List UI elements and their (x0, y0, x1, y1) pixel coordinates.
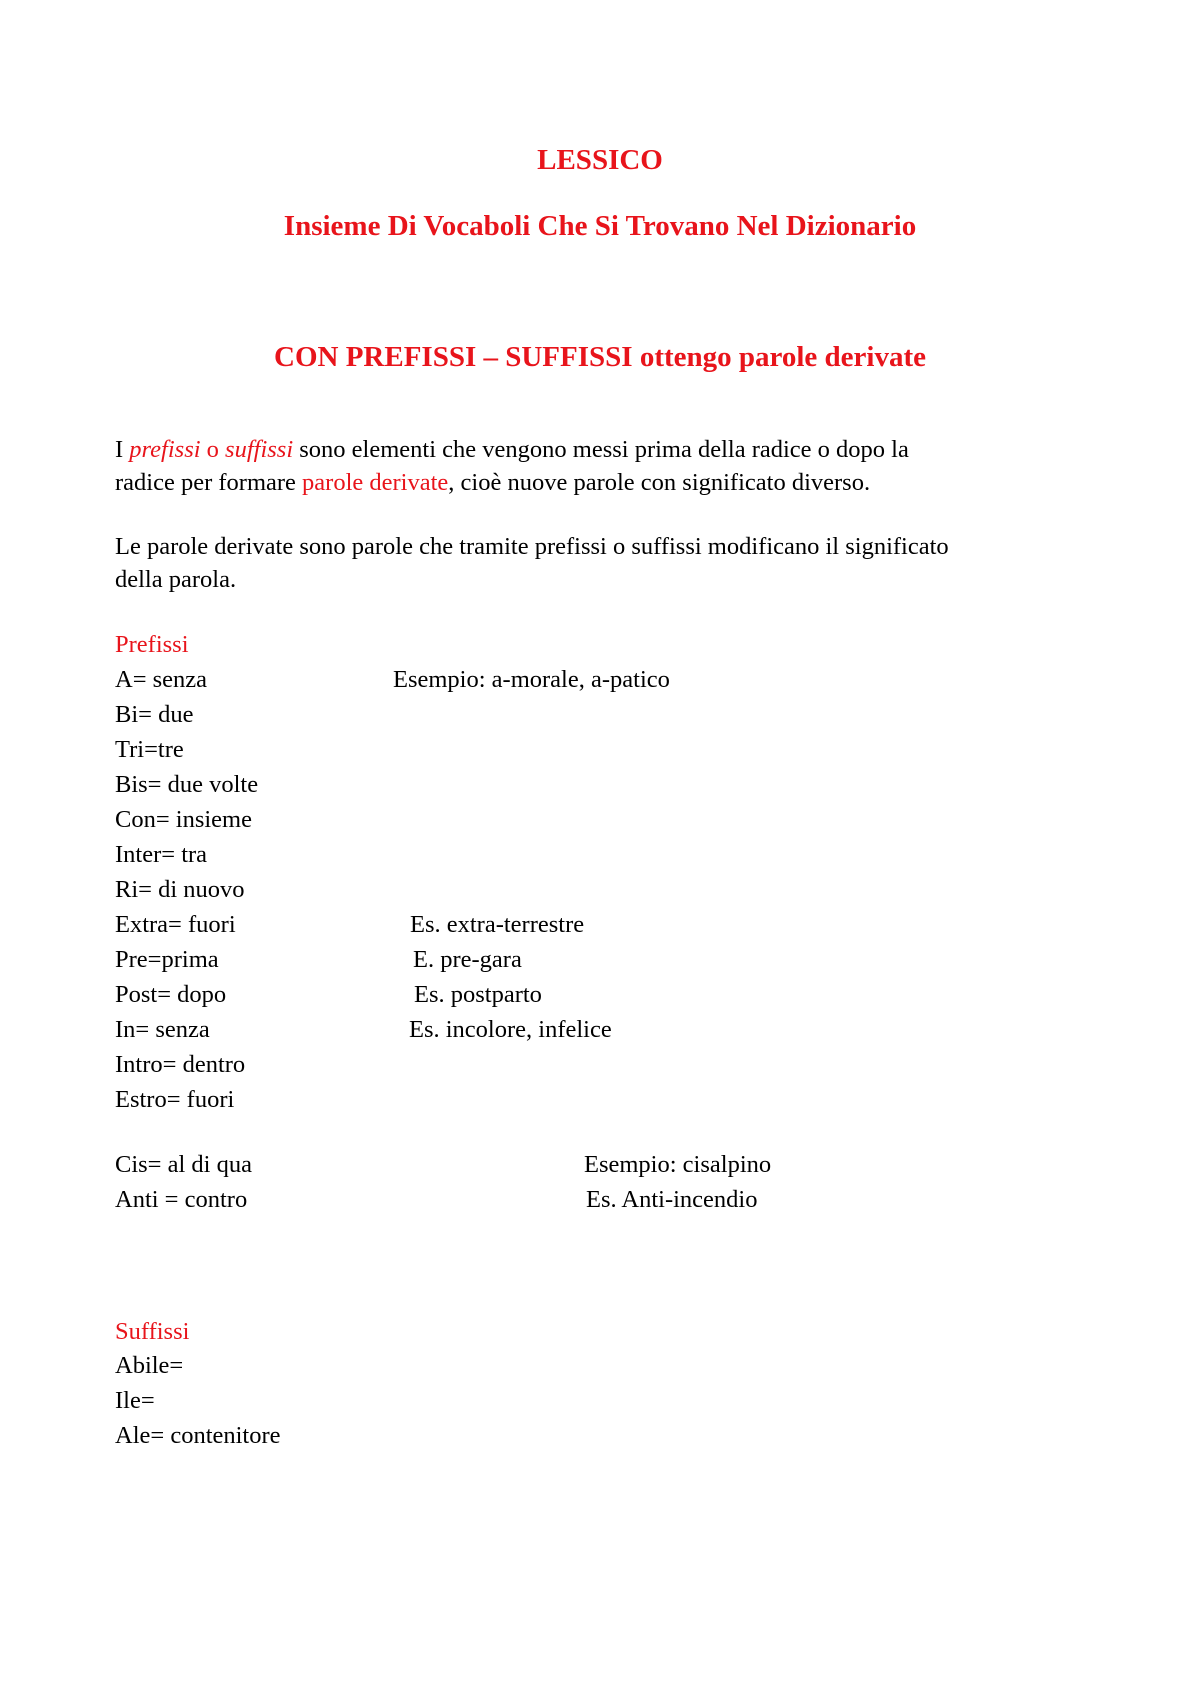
prefix-example: Es. extra-terrestre (410, 911, 585, 938)
prefix-item: Extra= fuori (115, 911, 236, 938)
prefix-item: A= senza (115, 666, 208, 693)
prefix-example: Esempio: cisalpino (584, 1151, 772, 1178)
prefix-item: Inter= tra (115, 841, 208, 868)
prefix-item: Intro= dentro (115, 1051, 246, 1078)
prefix-item: Bis= due volte (115, 771, 259, 798)
doc-subtitle: Insieme Di Vocaboli Che Si Trovano Nel Dizionario (283, 210, 917, 242)
prefissi-heading: Prefissi (115, 631, 189, 658)
prefix-example: E. pre-gara (413, 946, 522, 973)
prefix-item: Post= dopo (115, 981, 227, 1008)
term-prefissi: prefissi (129, 436, 201, 463)
prefix-item: Cis= al di qua (115, 1151, 252, 1178)
prefix-example: Es. incolore, infelice (409, 1016, 612, 1043)
prefix-example: Es. postparto (414, 981, 542, 1008)
prefix-item: Con= insieme (115, 806, 252, 833)
prefix-example: Es. Anti-incendio (586, 1186, 758, 1213)
para1-rest: sono elementi che vengono messi prima della radice o dopo la (293, 436, 909, 463)
prefix-item: Bi= due (115, 701, 194, 728)
suffix-item: Ale= contenitore (115, 1422, 281, 1449)
prefix-example: Esempio: a-morale, a-patico (393, 666, 670, 693)
suffix-item: Ile= (115, 1387, 155, 1414)
para1-line1 (115, 434, 909, 466)
suffissi-heading: Suffissi (115, 1318, 190, 1345)
prefix-item: Ri= di nuovo (115, 876, 245, 903)
prefix-item: Pre=prima (115, 946, 219, 973)
para1-line2-start: radice per formare (115, 469, 303, 496)
para1-line2-end: , cioè nuove parole con significato diverso. (448, 469, 871, 496)
suffix-item: Abile= (115, 1352, 184, 1379)
prefix-item: Tri=tre (115, 736, 184, 763)
prefix-item: Anti = contro (115, 1186, 248, 1213)
para2-line2: della parola. (115, 566, 237, 593)
term-suffissi: suffissi (225, 436, 294, 463)
para1-start: I (115, 436, 130, 463)
para1-o: o (200, 436, 226, 463)
term-parole-derivate: parole derivate (302, 469, 449, 496)
doc-title: LESSICO (537, 144, 663, 176)
prefix-item: Estro= fuori (115, 1086, 235, 1113)
prefix-item: In= senza (115, 1016, 210, 1043)
section-heading: CON PREFISSI – SUFFISSI ottengo parole derivate (274, 341, 926, 373)
para2-line1: Le parole derivate sono parole che tramite prefissi o suffissi modificano il significato (115, 533, 949, 560)
para1-line2 (115, 467, 870, 499)
